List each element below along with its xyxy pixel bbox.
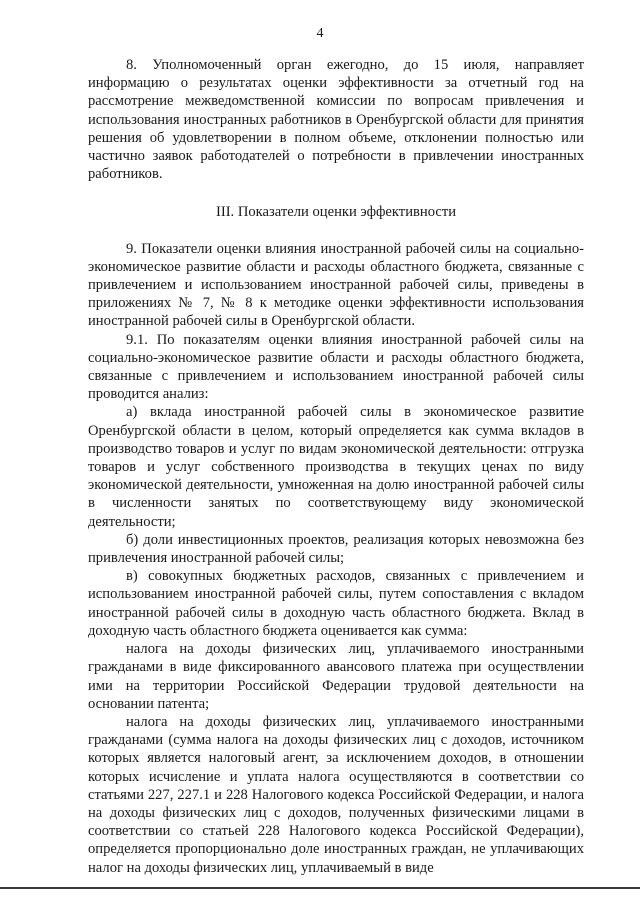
tax-item-patent: налога на доходы физических лиц, уплачиваемого иностранными гражданами в виде фиксированного авансового платежа при осуществлении ими на территории Российской Федерации трудовой деятельности на основании патента; xyxy=(88,641,584,712)
section-heading: III. Показатели оценки эффективности xyxy=(215,204,457,221)
paragraph-9: 9. Показатели оценки влияния иностранной рабочей силы на социально-экономическое развитие области и расходы областного бюджета, связанные с привлечением и использованием иностранной рабочей силы, приведены в приложениях № 7, № 8 к методике оценки эффективности использования иностранной рабочей силы в Оренбургской области. xyxy=(88,240,584,330)
tax-item-agent: налога на доходы физических лиц, уплачиваемого иностранными гражданами (сумма налога на доходы физических лиц с доходов, источником которых является налоговый агент, за исключением доходов, в отношении которых исчисление и уплата налога осуществляются в соответствии со статьями 227, 227.1 и 228 Налогового кодекса Российской Федерации, и налога на доходы физических лиц с доходов, полученных физическими лицами в соответствии со статьей 228 Налогового кодекса Российской Федерации), определяется пропорционально доле иностранных граждан, не уплачивающих налог на доходы физических лиц, уплачиваемый в виде xyxy=(88,713,584,876)
paragraph-8: 8. Уполномоченный орган ежегодно, до 15 июля, направляет информацию о результатах оценки эффективности за отчетный год на рассмотрение межведомственной комиссии по вопросам привлечения и использования иностранных работников в Оренбургской области для принятия решения об удовлетворении в полном объеме, отклонении полностью или частично заявок работодателей о потребности в привлечении иностранных работников. xyxy=(88,57,584,183)
page-bottom-edge xyxy=(0,887,640,889)
document-body xyxy=(88,56,584,877)
page-number: 4 xyxy=(316,26,324,41)
item-v: в) совокупных бюджетных расходов, связанных с привлечением и использованием иностранной рабочей силы, путем сопоставления с вкладом иностранной рабочей силы в доходную часть областного бюджета. Вклад в доходную часть областного бюджета оценивается как сумма: xyxy=(88,568,584,639)
paragraph-9-1: 9.1. По показателям оценки влияния иностранной рабочей силы на социально-экономическое развитие области и расходы областного бюджета, связанные с привлечением и использованием иностранной рабочей силы проводится анализ: xyxy=(88,331,584,403)
item-b: б) доли инвестиционных проектов, реализация которых невозможна без привлечения иностранной рабочей силы; xyxy=(88,531,584,567)
item-a: а) вклада иностранной рабочей силы в экономическое развитие Оренбургской области в целом, который определяется как сумма вкладов в производство товаров и услуг по видам экономической деятельности: отгрузка товаров и услуг собственного производства в текущих ценах по виду экономической деятельности, умноженная на долю иностранной рабочей силы в численности занятых по соответствующему виду экономической деятельности; xyxy=(88,404,584,530)
